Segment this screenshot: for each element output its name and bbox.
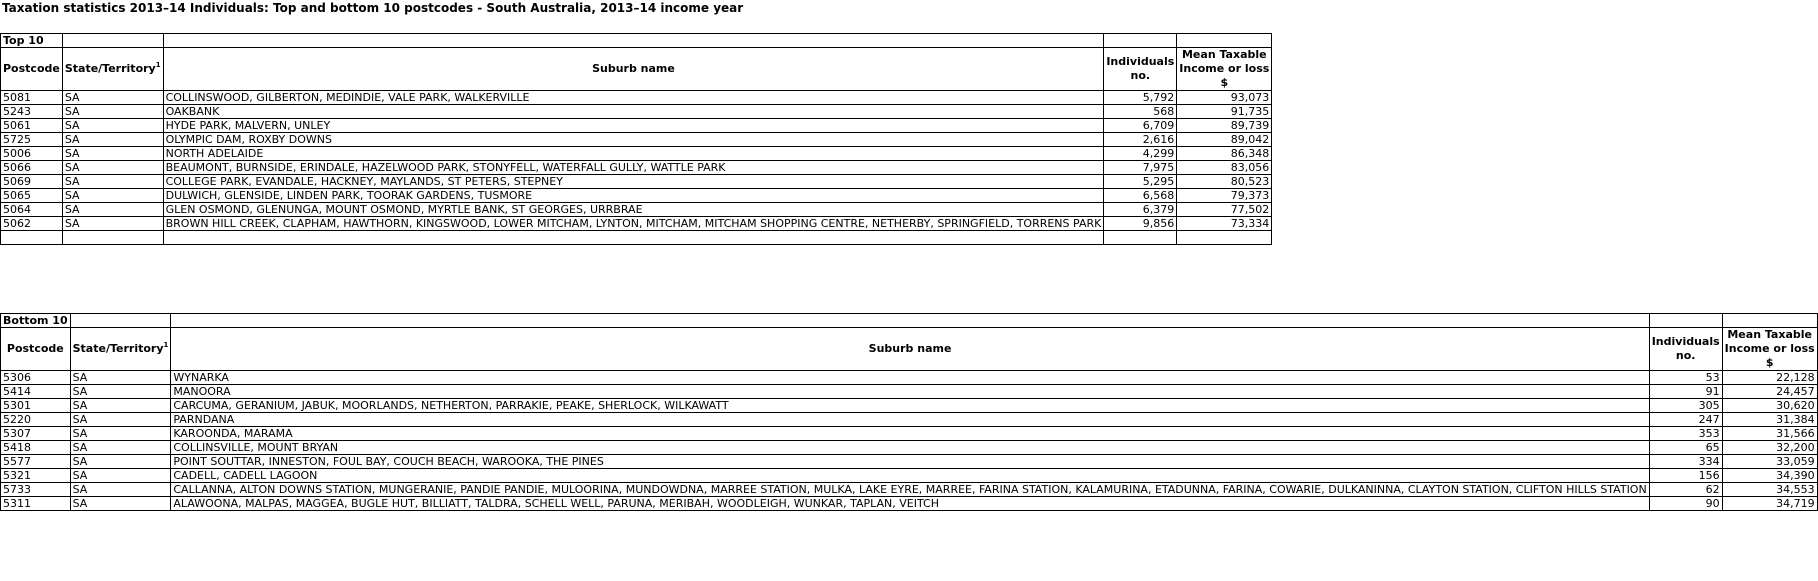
sheet-title: Taxation statistics 2013–14 Individuals: Top and bottom 10 postcodes - South Australia, 2013–14 income year — [2, 1, 744, 15]
postcode-cell[interactable]: 5301 — [1, 399, 71, 413]
column-header-row — [1, 48, 1272, 91]
mean-income-cell[interactable]: 32,200 — [1722, 441, 1817, 455]
suburb-cell[interactable]: OAKBANK — [163, 105, 1104, 119]
postcode-header: Postcode — [1, 328, 71, 371]
individuals-cell[interactable]: 53 — [1649, 371, 1722, 385]
postcode-cell[interactable]: 5243 — [1, 105, 63, 119]
suburb-cell[interactable]: COLLINSVILLE, MOUNT BRYAN — [171, 441, 1649, 455]
suburb-cell[interactable]: MANOORA — [171, 385, 1649, 399]
individuals-cell[interactable]: 2,616 — [1104, 133, 1177, 147]
individuals-cell[interactable]: 7,975 — [1104, 161, 1177, 175]
postcode-header: Postcode — [1, 48, 63, 91]
state-cell[interactable]: SA — [62, 203, 163, 217]
suburb-cell[interactable]: NORTH ADELAIDE — [163, 147, 1104, 161]
individuals-cell[interactable]: 65 — [1649, 441, 1722, 455]
suburb-cell[interactable]: WYNARKA — [171, 371, 1649, 385]
table-row — [1, 91, 1272, 105]
table-row — [1, 497, 1818, 511]
individuals-cell[interactable]: 305 — [1649, 399, 1722, 413]
mean-income-cell[interactable]: 86,348 — [1177, 147, 1272, 161]
individuals-cell[interactable]: 6,568 — [1104, 189, 1177, 203]
individuals-cell[interactable]: 62 — [1649, 483, 1722, 497]
postcode-cell[interactable]: 5066 — [1, 161, 63, 175]
bottom-10-table — [0, 313, 1818, 511]
state-cell[interactable]: SA — [62, 189, 163, 203]
state-cell[interactable]: SA — [70, 497, 171, 511]
suburb-cell[interactable]: BROWN HILL CREEK, CLAPHAM, HAWTHORN, KINGSWOOD, LOWER MITCHAM, LYNTON, MITCHAM, MITCHAM SHOPPING CENTRE, NETHERBY, SPRINGFIELD, TORRENS PARK — [163, 217, 1104, 231]
postcode-cell[interactable]: 5307 — [1, 427, 71, 441]
suburb-cell[interactable]: DULWICH, GLENSIDE, LINDEN PARK, TOORAK GARDENS, TUSMORE — [163, 189, 1104, 203]
state-cell[interactable]: SA — [62, 217, 163, 231]
bottom-10-label: Bottom 10 — [1, 314, 71, 328]
postcode-cell[interactable]: 5064 — [1, 203, 63, 217]
state-cell[interactable]: SA — [62, 119, 163, 133]
state-cell[interactable]: SA — [70, 427, 171, 441]
suburb-cell[interactable]: ALAWOONA, MALPAS, MAGGEA, BUGLE HUT, BILLIATT, TALDRA, SCHELL WELL, PARUNA, MERIBAH, WOODLEIGH, WUNKAR, TAPLAN, VEITCH — [171, 497, 1649, 511]
individuals-cell[interactable]: 90 — [1649, 497, 1722, 511]
table-row — [1, 189, 1272, 203]
mean-income-cell[interactable]: 91,735 — [1177, 105, 1272, 119]
suburb-header: Suburb name — [171, 328, 1649, 371]
postcode-cell[interactable]: 5321 — [1, 469, 71, 483]
individuals-cell[interactable]: 6,379 — [1104, 203, 1177, 217]
mean-income-cell[interactable]: 34,390 — [1722, 469, 1817, 483]
top-10-table — [0, 33, 1272, 245]
state-cell[interactable]: SA — [62, 133, 163, 147]
individuals-cell[interactable]: 6,709 — [1104, 119, 1177, 133]
individuals-cell[interactable]: 5,295 — [1104, 175, 1177, 189]
mean-income-cell[interactable]: 79,373 — [1177, 189, 1272, 203]
postcode-cell[interactable]: 5065 — [1, 189, 63, 203]
column-header-row — [1, 328, 1818, 371]
postcode-cell[interactable]: 5577 — [1, 455, 71, 469]
individuals-cell[interactable]: 568 — [1104, 105, 1177, 119]
mean-income-cell[interactable]: 80,523 — [1177, 175, 1272, 189]
state-cell[interactable]: SA — [70, 413, 171, 427]
individuals-cell[interactable]: 156 — [1649, 469, 1722, 483]
postcode-cell[interactable]: 5062 — [1, 217, 63, 231]
individuals-cell[interactable]: 9,856 — [1104, 217, 1177, 231]
mean-income-cell[interactable]: 93,073 — [1177, 91, 1272, 105]
suburb-cell[interactable]: GLEN OSMOND, GLENUNGA, MOUNT OSMOND, MYRTLE BANK, ST GEORGES, URRBRAE — [163, 203, 1104, 217]
table-row — [1, 441, 1818, 455]
suburb-cell[interactable]: COLLEGE PARK, EVANDALE, HACKNEY, MAYLANDS, ST PETERS, STEPNEY — [163, 175, 1104, 189]
table-row — [1, 427, 1818, 441]
mean-income-cell[interactable]: 89,739 — [1177, 119, 1272, 133]
postcode-cell[interactable]: 5061 — [1, 119, 63, 133]
table-row — [1, 147, 1272, 161]
state-cell[interactable]: SA — [62, 161, 163, 175]
table-row — [1, 175, 1272, 189]
suburb-cell[interactable]: COLLINSWOOD, GILBERTON, MEDINDIE, VALE PARK, WALKERVILLE — [163, 91, 1104, 105]
suburb-cell[interactable]: HYDE PARK, MALVERN, UNLEY — [163, 119, 1104, 133]
mean-income-cell[interactable]: 73,334 — [1177, 217, 1272, 231]
postcode-cell[interactable]: 5069 — [1, 175, 63, 189]
table-row — [1, 105, 1272, 119]
state-cell[interactable]: SA — [70, 483, 171, 497]
state-cell[interactable]: SA — [62, 91, 163, 105]
state-cell[interactable]: SA — [62, 175, 163, 189]
table-row — [1, 399, 1818, 413]
table-row — [1, 203, 1272, 217]
mean-income-cell[interactable]: 83,056 — [1177, 161, 1272, 175]
mean-income-cell[interactable]: 31,566 — [1722, 427, 1817, 441]
individuals-header: Individuals no. — [1649, 328, 1722, 371]
mean-income-cell[interactable]: 22,128 — [1722, 371, 1817, 385]
suburb-header: Suburb name — [163, 48, 1104, 91]
table-row — [1, 217, 1272, 231]
state-cell[interactable]: SA — [70, 385, 171, 399]
postcode-cell[interactable]: 5006 — [1, 147, 63, 161]
state-cell[interactable]: SA — [70, 469, 171, 483]
state-cell[interactable]: SA — [62, 105, 163, 119]
suburb-cell[interactable]: BEAUMONT, BURNSIDE, ERINDALE, HAZELWOOD PARK, STONYFELL, WATERFALL GULLY, WATTLE PARK — [163, 161, 1104, 175]
postcode-cell[interactable]: 5418 — [1, 441, 71, 455]
postcode-cell[interactable]: 5725 — [1, 133, 63, 147]
mean-income-cell[interactable]: 89,042 — [1177, 133, 1272, 147]
mean-income-cell[interactable]: 30,620 — [1722, 399, 1817, 413]
table-row — [1, 455, 1818, 469]
postcode-cell[interactable]: 5414 — [1, 385, 71, 399]
individuals-cell[interactable]: 334 — [1649, 455, 1722, 469]
mean-income-cell[interactable]: 34,553 — [1722, 483, 1817, 497]
top-10-label: Top 10 — [1, 34, 63, 48]
state-header: State/Territory$^1$ — [62, 48, 163, 91]
state-header: State/Territory$^1$ — [70, 328, 171, 371]
table-row — [1, 133, 1272, 147]
state-cell[interactable]: SA — [70, 441, 171, 455]
suburb-cell[interactable]: CALLANNA, ALTON DOWNS STATION, MUNGERANIE, PANDIE PANDIE, MULOORINA, MUNDOWDNA, MARREE STATION, MULKA, LAKE EYRE, MARREE, FARINA STATION, KALAMURINA, ETADUNNA, FARINA, COWARIE, DULKANINNA, CLAYTON STATION, CLIFTON HILLS STATION — [171, 483, 1649, 497]
postcode-cell[interactable]: 5220 — [1, 413, 71, 427]
state-cell[interactable]: SA — [62, 147, 163, 161]
table-row — [1, 413, 1818, 427]
postcode-cell[interactable]: 5306 — [1, 371, 71, 385]
individuals-cell[interactable]: 353 — [1649, 427, 1722, 441]
mean-income-header: Mean Taxable Income or loss $ — [1177, 48, 1272, 91]
suburb-cell[interactable]: OLYMPIC DAM, ROXBY DOWNS — [163, 133, 1104, 147]
suburb-cell[interactable]: PARNDANA — [171, 413, 1649, 427]
individuals-cell[interactable]: 91 — [1649, 385, 1722, 399]
individuals-cell[interactable]: 247 — [1649, 413, 1722, 427]
mean-income-cell[interactable]: 33,059 — [1722, 455, 1817, 469]
table-row — [1, 385, 1818, 399]
postcode-cell[interactable]: 5081 — [1, 91, 63, 105]
suburb-cell[interactable]: CADELL, CADELL LAGOON — [171, 469, 1649, 483]
mean-income-cell[interactable]: 34,719 — [1722, 497, 1817, 511]
suburb-cell[interactable]: POINT SOUTTAR, INNESTON, FOUL BAY, COUCH BEACH, WAROOKA, THE PINES — [171, 455, 1649, 469]
individuals-cell[interactable]: 5,792 — [1104, 91, 1177, 105]
suburb-cell[interactable]: KAROONDA, MARAMA — [171, 427, 1649, 441]
state-cell[interactable]: SA — [70, 455, 171, 469]
postcode-cell[interactable]: 5733 — [1, 483, 71, 497]
suburb-cell[interactable]: CARCUMA, GERANIUM, JABUK, MOORLANDS, NETHERTON, PARRAKIE, PEAKE, SHERLOCK, WILKAWATT — [171, 399, 1649, 413]
state-cell[interactable]: SA — [70, 371, 171, 385]
table-row — [1, 119, 1272, 133]
mean-income-cell[interactable]: 31,384 — [1722, 413, 1817, 427]
mean-income-cell[interactable]: 77,502 — [1177, 203, 1272, 217]
table-row — [1, 483, 1818, 497]
mean-income-cell[interactable]: 24,457 — [1722, 385, 1817, 399]
table-row — [1, 371, 1818, 385]
table-row — [1, 161, 1272, 175]
individuals-header: Individuals no. — [1104, 48, 1177, 91]
mean-income-header: Mean Taxable Income or loss $ — [1722, 328, 1817, 371]
table-row — [1, 469, 1818, 483]
postcode-cell[interactable]: 5311 — [1, 497, 71, 511]
state-cell[interactable]: SA — [70, 399, 171, 413]
individuals-cell[interactable]: 4,299 — [1104, 147, 1177, 161]
